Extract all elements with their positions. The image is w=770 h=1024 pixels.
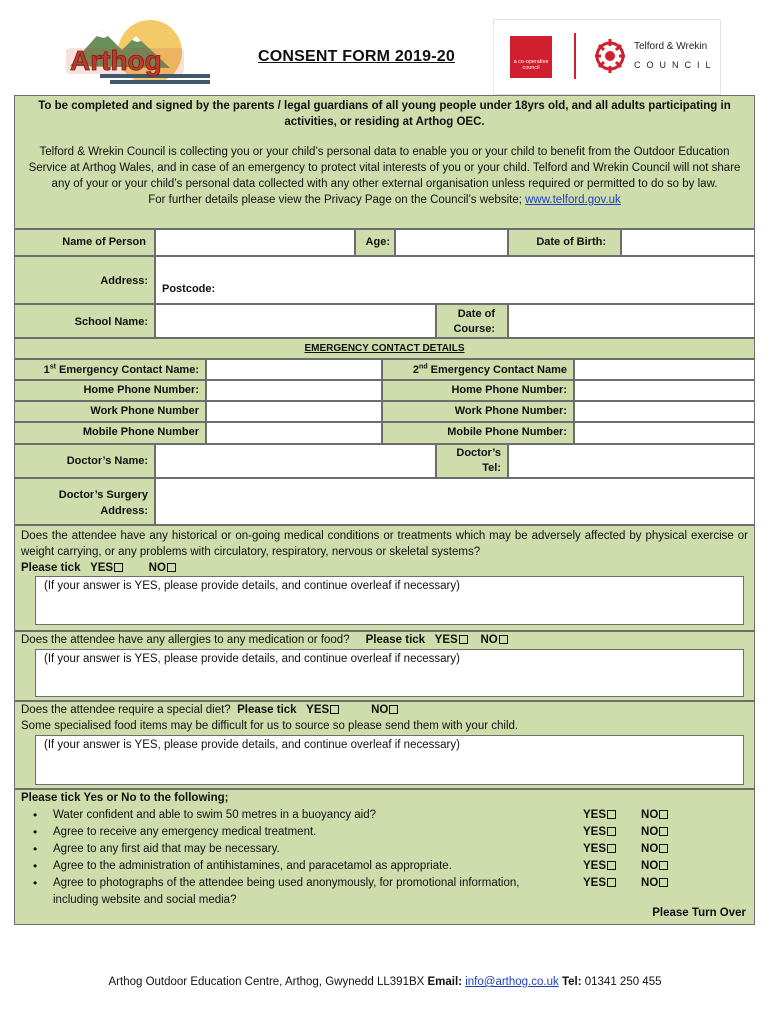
consent-yes-no: YES NO [583,824,668,841]
course-date-field[interactable] [508,304,755,338]
diet-note: Some specialised food items may be difficult for us to source so please send them with your child. [21,720,519,732]
allergies-no-checkbox[interactable] [499,635,508,644]
consent-yes-no: YES NO [583,807,668,824]
emergency-heading: EMERGENCY CONTACT DETAILS [14,338,755,359]
council-name: Telford & Wrekin [634,41,708,52]
telford-website-link[interactable]: www.telford.gov.uk [525,194,621,206]
diet-yes-checkbox[interactable] [330,705,339,714]
form-title: CONSENT FORM 2019-20 [258,48,455,65]
consent-item [21,858,748,875]
consent-no-checkbox[interactable] [659,878,668,887]
consent-item-text: Agree to photographs of the attendee being used anonymously, for promotional information, including website and social media? [53,877,520,906]
footer-phone: 01341 250 455 [584,976,662,988]
contact1-mobile-label: Mobile Phone Number [14,422,206,444]
age-field[interactable] [395,229,508,256]
consent-no-checkbox[interactable] [659,844,668,853]
postcode-label: Postcode: [162,283,216,295]
consent-yes-checkbox[interactable] [607,861,616,870]
doctor-tel-label: Doctor’s Tel: [436,444,508,478]
contact1-home-field[interactable] [206,380,382,401]
address-field[interactable] [155,256,755,304]
age-label: Age: [355,229,395,256]
arthog-logo [40,18,226,92]
school-label: School Name: [14,304,155,338]
consent-yes-no: YES NO [583,841,668,858]
contact2-work-label: Work Phone Number: [382,401,574,422]
contact1-name-field[interactable] [206,359,382,380]
intro-heading: To be completed and signed by the parents / legal guardians of all young people under 18yrs old, and all adults participating in activities, or residing at Arthog OEC. [38,100,731,128]
allergies-details-field[interactable] [35,649,744,697]
intro-panel [14,95,755,229]
contact1-work-label: Work Phone Number [14,401,206,422]
allergies-yes-checkbox[interactable] [459,635,468,644]
dob-label: Date of Birth: [508,229,621,256]
name-label: Name of Person [14,229,155,256]
medical-yes-checkbox[interactable] [114,563,123,572]
consents-section [14,789,755,925]
surgery-address-label: Doctor’s Surgery Address: [14,478,155,525]
consent-yes-checkbox[interactable] [607,878,616,887]
privacy-notice: Telford & Wrekin Council is collecting you or your child’s personal data to enable you or your child to benefit from the Outdoor Education Service at Arthog Wales, and in case of an emergency to protect vital interests of you or your child. Telford and Wrekin Council will not share any of your or your child’s personal data collected with any other external organisation unless required or permitted to do so by law. [28,146,741,190]
privacy-link-line: For further details please view the Privacy Page on the Council’s website; www.telford.gov.uk [148,194,621,206]
consent-item [21,841,748,858]
address-label: Address: [14,256,155,304]
turn-over-note: Please Turn Over [652,907,746,919]
council-emblem-icon [592,34,628,78]
doctor-name-field[interactable] [155,444,436,478]
logo-divider [574,33,576,79]
consent-yes-checkbox[interactable] [607,844,616,853]
consent-yes-checkbox[interactable] [607,827,616,836]
medical-details-hint: (If your answer is YES, please provide details, and continue overleaf if necessary) [44,580,460,592]
medical-section [14,525,755,631]
consent-item [21,824,748,841]
doctor-name-label: Doctor’s Name: [14,444,155,478]
contact2-home-label: Home Phone Number: [382,380,574,401]
contact1-work-field[interactable] [206,401,382,422]
medical-tick-line: Please tick YES NO [21,560,748,576]
coop-council-badge: a co-operative council [510,36,552,78]
consent-item [21,875,748,909]
contact2-work-field[interactable] [574,401,755,422]
medical-question: Does the attendee have any historical or on-going medical conditions or treatments which may be adversely affected by physical exercise or weight carrying, or any problems with circulatory, respiratory, nervous or skeletal systems? [21,530,748,558]
contact2-mobile-label: Mobile Phone Number: [382,422,574,444]
surgery-address-field[interactable] [155,478,755,525]
allergies-question-line: Does the attendee have any allergies to any medication or food? Please tick YES NO [21,632,748,648]
diet-question-line: Does the attendee require a special diet? Please tick YES NO [21,702,748,718]
contact2-name-label: 2nd Emergency Contact Name [382,359,574,380]
diet-no-checkbox[interactable] [389,705,398,714]
contact2-home-field[interactable] [574,380,755,401]
consent-no-checkbox[interactable] [659,861,668,870]
consent-item-text: Agree to receive any emergency medical treatment. [53,826,317,838]
consent-yes-no: YES NO [583,875,668,892]
contact2-name-field[interactable] [574,359,755,380]
dob-field[interactable] [621,229,755,256]
consents-heading: Please tick Yes or No to the following; [21,792,229,804]
arthog-logo-text: Arthog [70,45,162,76]
diet-section [14,701,755,789]
name-field[interactable] [155,229,355,256]
doctor-tel-field[interactable] [508,444,755,478]
allergies-details-hint: (If your answer is YES, please provide details, and continue overleaf if necessary) [44,653,460,665]
footer: Arthog Outdoor Education Centre, Arthog, Gwynedd LL391BX Email: info@arthog.co.uk Tel: 01341 250 455 [108,976,662,988]
diet-details-field[interactable] [35,735,744,785]
medical-details-field[interactable] [35,576,744,625]
council-word: COUNCIL [634,60,717,70]
consent-item [21,807,748,824]
consent-no-checkbox[interactable] [659,810,668,819]
allergies-section [14,631,755,701]
contact1-name-label: 1st Emergency Contact Name: [14,359,206,380]
council-logo [493,19,721,95]
consent-no-checkbox[interactable] [659,827,668,836]
medical-no-checkbox[interactable] [167,563,176,572]
email-link[interactable]: info@arthog.co.uk [465,976,559,988]
contact1-mobile-field[interactable] [206,422,382,444]
course-date-label: Date of Course: [436,304,508,338]
consent-item-text: Water confident and able to swim 50 metres in a buoyancy aid? [53,809,377,821]
consent-item-text: Agree to any first aid that may be necessary. [53,843,280,855]
consent-yes-checkbox[interactable] [607,810,616,819]
consent-yes-no: YES NO [583,858,668,875]
consents-list [21,807,748,909]
diet-details-hint: (If your answer is YES, please provide details, and continue overleaf if necessary) [44,739,460,751]
contact1-home-label: Home Phone Number: [14,380,206,401]
contact2-mobile-field[interactable] [574,422,755,444]
school-field[interactable] [155,304,436,338]
consent-item-text: Agree to the administration of antihistamines, and paracetamol as appropriate. [53,860,452,872]
